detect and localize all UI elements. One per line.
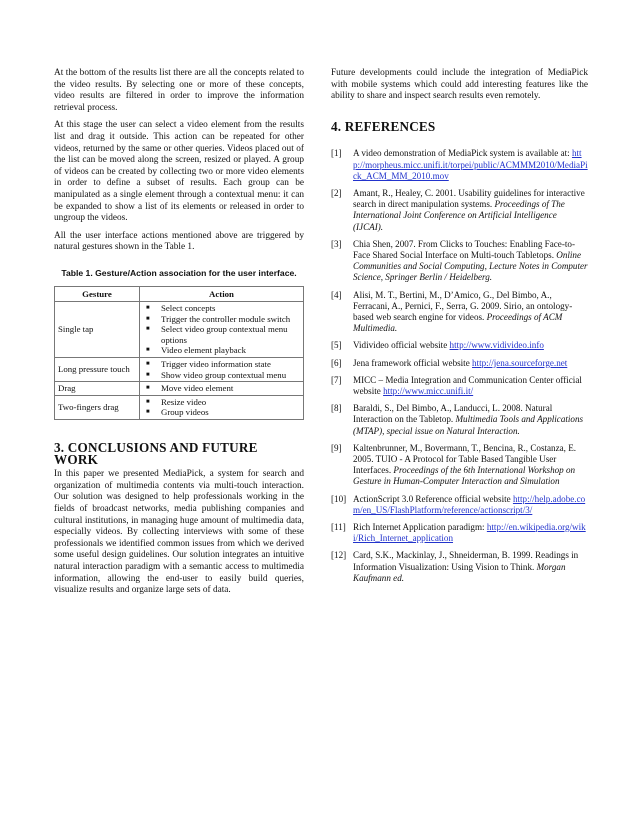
reference-number: [9] xyxy=(331,442,342,453)
reference-text: Kaltenbrunner, M., Bovermann, T., Bencina, R., Costanza, E. 2005. TUIO - A Protocol for Table Based Tangible User Interfaces. xyxy=(353,442,577,476)
reference-venue: Morgan Kaufmann ed. xyxy=(353,561,566,583)
reference-text: Alisi, M. T., Bertini, M., D’Amico, G., Del Bimbo, A., Ferracani, A., Pernici, F., Serra, G. 2009. Sirio, an ontology-based web search engine for videos. xyxy=(353,289,573,323)
reference-number: [1] xyxy=(331,148,342,159)
paragraph: In this paper we presented MediaPick, a system for search and organization of multimedia contents via multi-touch interaction. Our solution was designed to help professionals working in the fields of broadcast networks, media publishing companies and cultural institutions, in managing huge amount of multimedia data, especially videos. By collecting interviews with some of these professionals we identified common issues from which we derived some useful design guidelines. Our solution integrates an intuitive natural interaction paradigm with a semantic access to multimedia information, allowing the end-user to easily build queries, visualize results and organize large sets of data. xyxy=(54,469,304,596)
gesture-action-table xyxy=(54,286,304,421)
table-header-action: Action xyxy=(140,286,304,302)
left-column xyxy=(54,68,304,603)
reference-number: [10] xyxy=(331,493,347,504)
reference-item xyxy=(331,443,588,488)
reference-text: Chia Shen, 2007. From Clicks to Touches: Enabling Face-to-Face Shared Social Interface on Multi-touch Tabletops. xyxy=(353,238,575,260)
reference-text: A video demonstration of MediaPick system is available at: xyxy=(353,148,572,159)
action-item: ■ Trigger video information state xyxy=(161,359,300,370)
reference-link[interactable]: http://www.vidivideo.info xyxy=(449,340,544,351)
reference-link[interactable]: http://jena.sourceforge.net xyxy=(472,357,568,368)
reference-item xyxy=(331,239,588,284)
action-item: ■ Group videos xyxy=(161,407,300,418)
reference-text: Amant, R., Healey, C. 2001. Usability guidelines for interactive search in direct manipulation systems. xyxy=(353,187,585,210)
table-row xyxy=(55,382,304,396)
reference-number: [3] xyxy=(331,238,342,249)
reference-item xyxy=(331,358,588,369)
reference-item xyxy=(331,375,588,397)
reference-number: [5] xyxy=(331,340,342,351)
gesture-cell: Single tap xyxy=(55,302,140,358)
gesture-cell: Drag xyxy=(55,382,140,396)
paragraph: At this stage the user can select a video element from the results list and drag it outside. This action can be repeated for other videos, returned by the same or other queries. Videos placed out of the list can be moved along the screen, resized or played. A group of videos can be created by collecting two or more video elements in order to define a subset of results. Each group can be manipulated as a single element through a contextual menu: it can be expanded to show a list of its elements or released in order to ungroup the videos. xyxy=(54,120,304,224)
reference-number: [11] xyxy=(331,522,346,533)
action-item: ■ Select concepts xyxy=(161,303,300,314)
action-item: ■ Show video group contextual menu xyxy=(161,370,300,381)
gesture-cell: Long pressure touch xyxy=(55,358,140,382)
action-cell xyxy=(140,395,304,419)
reference-text: ActionScript 3.0 Reference official website xyxy=(353,493,513,504)
reference-text: Jena framework official website xyxy=(353,357,473,368)
action-item: ■ Video element playback xyxy=(161,345,300,356)
action-cell xyxy=(140,302,304,358)
reference-number: [8] xyxy=(331,403,342,414)
section-heading-references: 4. REFERENCES xyxy=(331,118,436,134)
reference-number: [7] xyxy=(331,374,342,385)
reference-venue: Proceedings of ACM Multimedia. xyxy=(353,312,563,334)
reference-number: [6] xyxy=(331,357,342,368)
table-row xyxy=(55,302,304,358)
action-cell xyxy=(140,358,304,382)
reference-item xyxy=(331,340,588,351)
paragraph: Future developments could include the integration of MediaPick with mobile systems which could add interesting features like the ability to share and inspect search results even remotely. xyxy=(331,68,588,102)
reference-link[interactable]: http://en.wikipedia.org/wiki/Rich_Internet_application xyxy=(353,522,586,544)
table-row xyxy=(55,358,304,382)
reference-venue: Proceedings of the 6th International Workshop on Gesture in Human-Computer Interaction and Simulation xyxy=(353,465,576,487)
table-row xyxy=(55,395,304,419)
paragraph: At the bottom of the results list there are all the concepts related to the video results. By selecting one or more of these concepts, video results are filtered in order to improve the information retrieval process. xyxy=(54,68,304,113)
reference-number: [12] xyxy=(331,550,347,561)
table-caption: Table 1. Gesture/Action association for the user interface. xyxy=(61,267,297,278)
reference-item xyxy=(331,188,588,233)
reference-number: [2] xyxy=(331,187,342,198)
reference-number: [4] xyxy=(331,289,342,300)
table-header-gesture: Gesture xyxy=(55,286,140,302)
reference-item xyxy=(331,290,588,335)
section-heading-conclusions: 3. CONCLUSIONS AND FUTURE WORK xyxy=(54,440,258,467)
reference-list xyxy=(331,148,588,584)
reference-venue: Multimedia Tools and Applications (MTAP), special issue on Natural Interaction. xyxy=(353,414,584,436)
reference-text: MICC – Media Integration and Communication Center official website xyxy=(353,374,582,397)
gesture-cell: Two-fingers drag xyxy=(55,395,140,419)
action-item: ■ Select video group contextual menu options xyxy=(161,324,300,345)
action-item: ■ Move video element xyxy=(161,383,300,394)
paragraph: All the user interface actions mentioned above are triggered by natural gestures shown in the Table 1. xyxy=(54,230,304,253)
reference-item xyxy=(331,403,588,437)
reference-item xyxy=(331,522,588,544)
reference-item xyxy=(331,550,588,584)
reference-link[interactable]: http://www.micc.unifi.it/ xyxy=(383,386,474,397)
reference-item xyxy=(331,148,588,182)
reference-text: Vidivideo official website xyxy=(353,340,450,351)
reference-text: Baraldi, S., Del Bimbo, A., Landucci, L. 2008. Natural Interaction on the Tabletop. xyxy=(353,403,553,425)
right-column xyxy=(331,68,588,590)
reference-text: Rich Internet Application paradigm: xyxy=(353,522,487,533)
reference-venue: Proceedings of The International Joint Conference on Artificial Intelligence (IJCAI). xyxy=(353,199,565,232)
action-item: ■ Trigger the controller module switch xyxy=(161,314,300,325)
reference-link[interactable]: http://help.adobe.com/en_US/FlashPlatform/reference/actionscript/3/ xyxy=(353,493,586,515)
reference-text: Card, S.K., Mackinlay, J., Shneiderman, B. 1999. Readings in Information Visualization: Using Vision to Think. xyxy=(353,550,579,572)
reference-item xyxy=(331,494,588,516)
action-item: ■ Resize video xyxy=(161,397,300,408)
reference-link[interactable]: http://morpheus.micc.unifi.it/torpei/public/ACMMM2010/MediaPick_ACM_MM_2010.mov xyxy=(353,148,588,181)
reference-venue: Online Communities and Social Computing, Lecture Notes in Computer Science, Springer Berlin / Heidelberg. xyxy=(353,250,588,283)
action-cell xyxy=(140,382,304,396)
